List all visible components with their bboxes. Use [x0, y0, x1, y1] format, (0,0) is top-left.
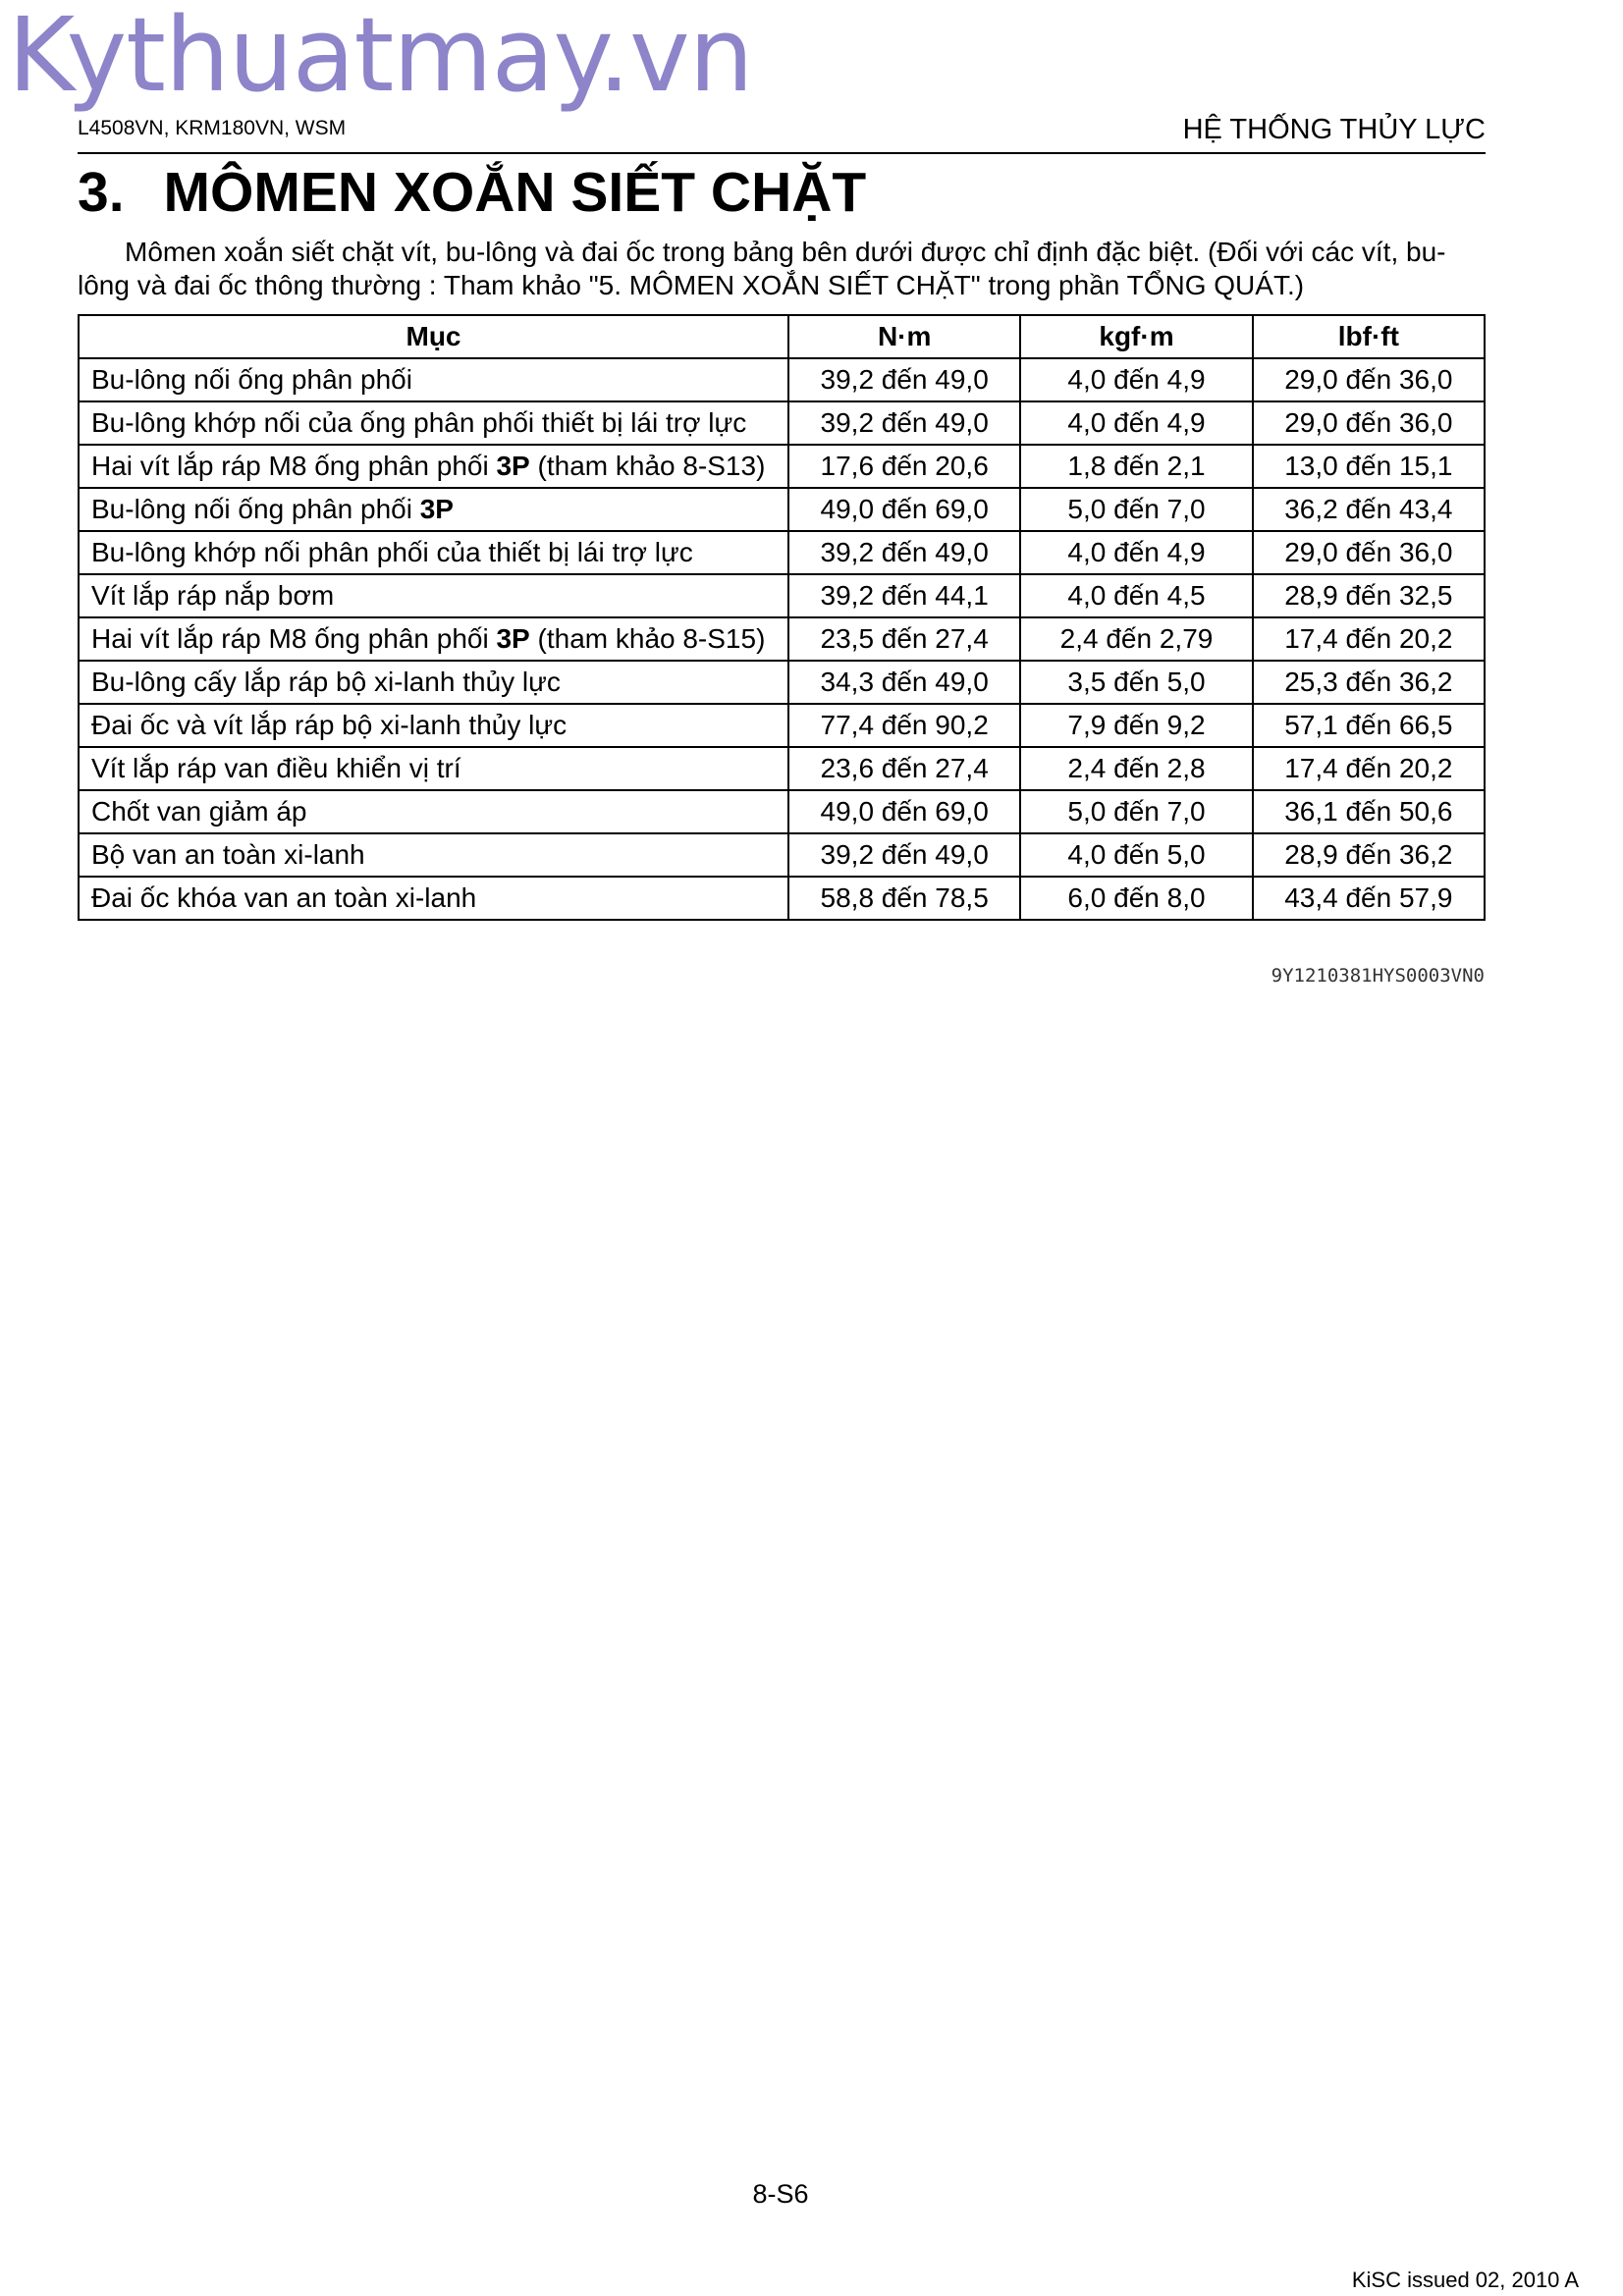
- header-section: HỆ THỐNG THỦY LỰC: [1182, 114, 1486, 145]
- cell-nm: 39,2 đến 44,1: [788, 574, 1020, 617]
- cell-kgfm: 5,0 đến 7,0: [1020, 488, 1252, 531]
- cell-nm: 39,2 đến 49,0: [788, 358, 1020, 401]
- page-number: 8-S6: [752, 2179, 809, 2209]
- page-title: [78, 160, 866, 225]
- cell-item: [79, 877, 788, 920]
- cell-kgfm: 4,0 đến 4,9: [1020, 531, 1252, 574]
- table-row: [79, 445, 1485, 488]
- header-item: Mục: [79, 315, 788, 358]
- header-nm: N·m: [788, 315, 1020, 358]
- cell-nm: 17,6 đến 20,6: [788, 445, 1020, 488]
- cell-item: [79, 790, 788, 833]
- cell-lbfft: 57,1 đến 66,5: [1253, 704, 1485, 747]
- header-lbfft: lbf·ft: [1253, 315, 1485, 358]
- header-divider: [78, 152, 1486, 154]
- cell-nm: 23,6 đến 27,4: [788, 747, 1020, 790]
- cell-item: [79, 617, 788, 661]
- table-row: [79, 488, 1485, 531]
- table-row: [79, 790, 1485, 833]
- cell-item: [79, 445, 788, 488]
- cell-lbfft: 43,4 đến 57,9: [1253, 877, 1485, 920]
- cell-nm: 77,4 đến 90,2: [788, 704, 1020, 747]
- table-row: [79, 833, 1485, 877]
- title-text: MÔMEN XOẮN SIẾT CHẶT: [163, 161, 867, 224]
- item-text-pre: Bu-lông khớp nối phân phối của thiết bị lái trợ lực: [91, 537, 693, 567]
- cell-item: [79, 704, 788, 747]
- cell-kgfm: 1,8 đến 2,1: [1020, 445, 1252, 488]
- table-row: [79, 747, 1485, 790]
- item-text-pre: Hai vít lắp ráp M8 ống phân phối: [91, 623, 497, 654]
- cell-lbfft: 28,9 đến 36,2: [1253, 833, 1485, 877]
- torque-table: [78, 314, 1486, 921]
- table-row: [79, 617, 1485, 661]
- table-row: [79, 531, 1485, 574]
- item-text-pre: Bu-lông nối ống phân phối: [91, 364, 412, 395]
- table-row: [79, 358, 1485, 401]
- title-number: 3.: [78, 161, 125, 224]
- cell-lbfft: 13,0 đến 15,1: [1253, 445, 1485, 488]
- cell-lbfft: 29,0 đến 36,0: [1253, 358, 1485, 401]
- item-text-pre: Bộ van an toàn xi-lanh: [91, 839, 365, 870]
- cell-kgfm: 2,4 đến 2,8: [1020, 747, 1252, 790]
- cell-item: [79, 531, 788, 574]
- item-text-pre: Vít lắp ráp van điều khiển vị trí: [91, 753, 461, 783]
- item-text-pre: Chốt van giảm áp: [91, 796, 307, 827]
- cell-nm: 34,3 đến 49,0: [788, 661, 1020, 704]
- issued-note: KiSC issued 02, 2010 A: [1351, 2268, 1579, 2292]
- cell-kgfm: 3,5 đến 5,0: [1020, 661, 1252, 704]
- item-text-pre: Bu-lông khớp nối của ống phân phối thiết bị lái trợ lực: [91, 407, 747, 438]
- table-row: [79, 877, 1485, 920]
- intro-paragraph: Mômen xoắn siết chặt vít, bu-lông và đai ốc trong bảng bên dưới được chỉ định đặc biệt. (Đối với các vít, bu-lông và đai ốc thông thường : Tham khảo "5. MÔMEN XOẮN SIẾT CHẶT" trong phần TỔNG QUÁT.): [78, 237, 1446, 300]
- table-row: [79, 704, 1485, 747]
- header-kgfm: kgf·m: [1020, 315, 1252, 358]
- item-text-pre: Hai vít lắp ráp M8 ống phân phối: [91, 451, 497, 481]
- item-text-bold: 3P: [496, 451, 530, 481]
- cell-item: [79, 358, 788, 401]
- cell-item: [79, 747, 788, 790]
- table-row: [79, 574, 1485, 617]
- item-text-pre: Vít lắp ráp nắp bơm: [91, 580, 335, 611]
- cell-kgfm: 5,0 đến 7,0: [1020, 790, 1252, 833]
- item-text-post: (tham khảo 8-S15): [529, 623, 766, 654]
- cell-lbfft: 28,9 đến 32,5: [1253, 574, 1485, 617]
- cell-kgfm: 4,0 đến 4,9: [1020, 358, 1252, 401]
- cell-kgfm: 4,0 đến 4,9: [1020, 401, 1252, 445]
- table-row: [79, 661, 1485, 704]
- table-row: [79, 401, 1485, 445]
- cell-nm: 49,0 đến 69,0: [788, 488, 1020, 531]
- cell-lbfft: 29,0 đến 36,0: [1253, 401, 1485, 445]
- cell-item: [79, 488, 788, 531]
- cell-item: [79, 661, 788, 704]
- cell-lbfft: 25,3 đến 36,2: [1253, 661, 1485, 704]
- item-text-pre: Đai ốc khóa van an toàn xi-lanh: [91, 882, 477, 913]
- table-header-row: [79, 315, 1485, 358]
- item-text-post: (tham khảo 8-S13): [529, 451, 766, 481]
- header-models: L4508VN, KRM180VN, WSM: [78, 117, 347, 139]
- cell-lbfft: 36,1 đến 50,6: [1253, 790, 1485, 833]
- cell-item: [79, 401, 788, 445]
- cell-lbfft: 29,0 đến 36,0: [1253, 531, 1485, 574]
- watermark: Kythuatmay.vn: [8, 0, 753, 115]
- cell-nm: 39,2 đến 49,0: [788, 401, 1020, 445]
- item-text-bold: 3P: [496, 623, 530, 654]
- document-code: 9Y1210381HYS0003VN0: [1271, 965, 1485, 987]
- item-text-bold: 3P: [419, 494, 454, 524]
- cell-lbfft: 36,2 đến 43,4: [1253, 488, 1485, 531]
- cell-kgfm: 4,0 đến 5,0: [1020, 833, 1252, 877]
- cell-item: [79, 833, 788, 877]
- cell-nm: 58,8 đến 78,5: [788, 877, 1020, 920]
- item-text-pre: Bu-lông cấy lắp ráp bộ xi-lanh thủy lực: [91, 667, 561, 697]
- cell-lbfft: 17,4 đến 20,2: [1253, 747, 1485, 790]
- cell-kgfm: 7,9 đến 9,2: [1020, 704, 1252, 747]
- cell-lbfft: 17,4 đến 20,2: [1253, 617, 1485, 661]
- item-text-pre: Bu-lông nối ống phân phối: [91, 494, 420, 524]
- cell-item: [79, 574, 788, 617]
- cell-nm: 23,5 đến 27,4: [788, 617, 1020, 661]
- table-body: [79, 358, 1485, 920]
- cell-kgfm: 2,4 đến 2,79: [1020, 617, 1252, 661]
- cell-nm: 49,0 đến 69,0: [788, 790, 1020, 833]
- cell-nm: 39,2 đến 49,0: [788, 531, 1020, 574]
- item-text-pre: Đai ốc và vít lắp ráp bộ xi-lanh thủy lực: [91, 710, 568, 740]
- cell-nm: 39,2 đến 49,0: [788, 833, 1020, 877]
- cell-kgfm: 4,0 đến 4,5: [1020, 574, 1252, 617]
- cell-kgfm: 6,0 đến 8,0: [1020, 877, 1252, 920]
